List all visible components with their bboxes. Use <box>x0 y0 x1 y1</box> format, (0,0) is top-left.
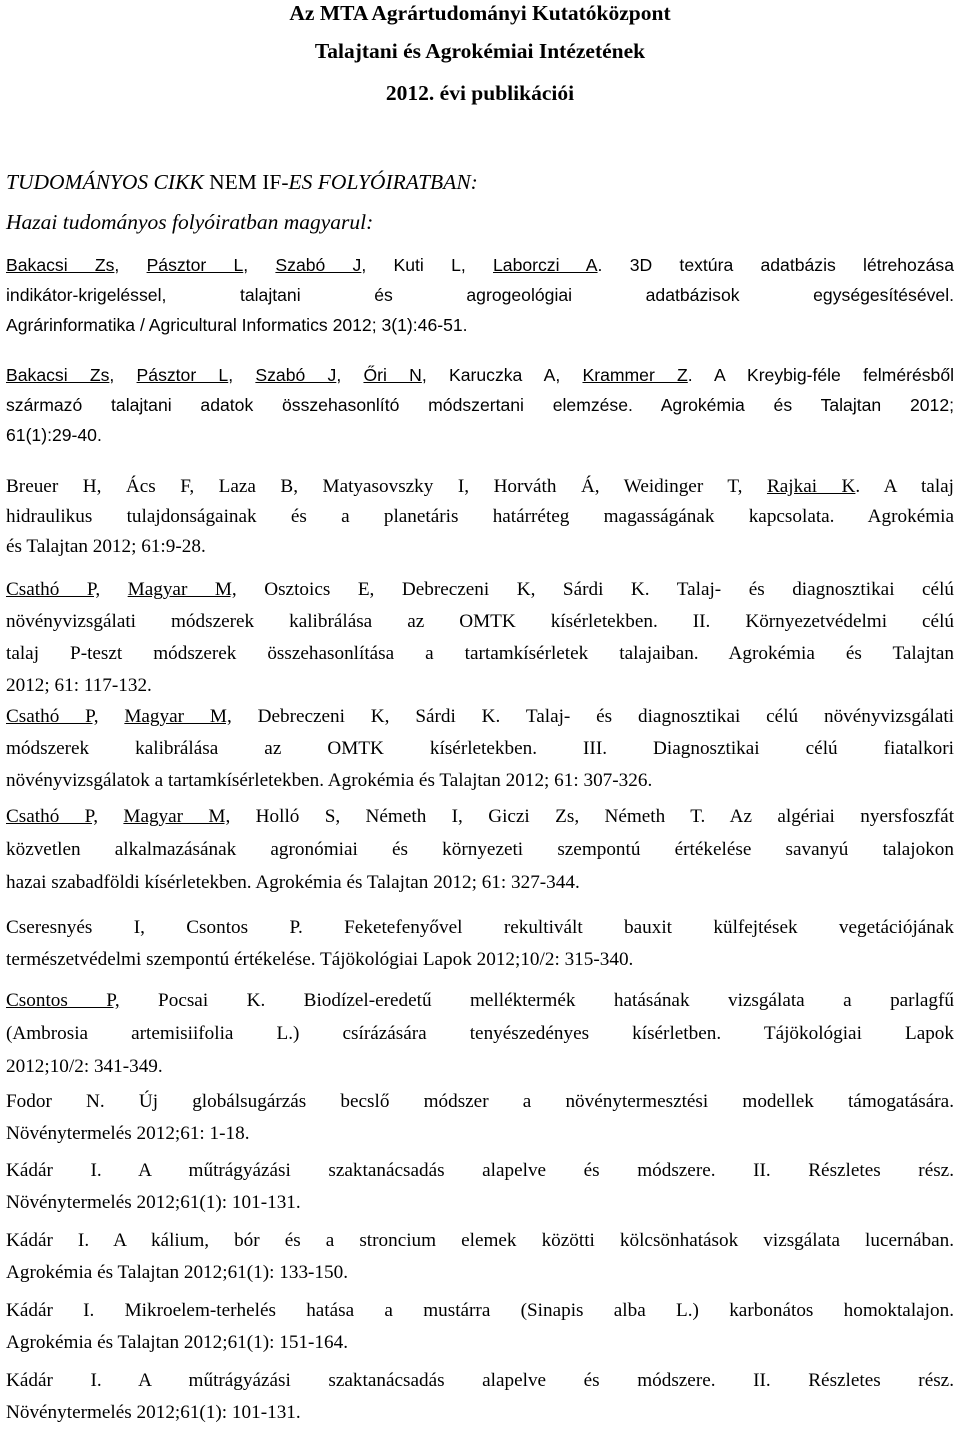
publication-entry <box>6 472 954 562</box>
entry-line <box>6 310 954 340</box>
entry-text: Kádár I. A kálium, bór és a stroncium elemek közötti kölcsönhatások vizsgálata lucernában. <box>6 1230 954 1251</box>
entry-line <box>6 912 954 944</box>
entry-text: , Karuczka A, <box>421 365 583 385</box>
publication-entry <box>6 574 954 702</box>
header-line-2: Talajtani és Agrokémiai Intézetének <box>314 39 646 63</box>
section-title <box>6 169 478 195</box>
entry-text: Kádár I. A műtrágyázási szaktanácsadás alapelve és módszere. II. Részletes rész. <box>6 1370 954 1391</box>
entry-line <box>6 1118 954 1150</box>
entry-text: Kádár I. Mikroelem-terhelés hatása a mustárra (Sinapis alba L.) karbonátos homoktalajon. <box>6 1300 954 1321</box>
entry-text: , <box>109 365 137 385</box>
entry-line <box>6 472 954 502</box>
header-line-3: 2012. évi publikációi <box>385 81 575 105</box>
entry-line <box>6 574 954 606</box>
entry-line <box>6 984 954 1017</box>
entry-text: Növénytermelés 2012;61: 1-18. <box>6 1123 250 1144</box>
entry-text: és Talajtan 2012; 61:9-28. <box>6 536 206 557</box>
institute-author-name: Krammer Z <box>582 365 688 385</box>
entry-text <box>100 579 128 600</box>
entry-line <box>6 1187 954 1219</box>
entry-text: , <box>243 255 276 275</box>
publication-entry <box>6 912 954 976</box>
entry-text: , Kuti L, <box>361 255 494 275</box>
entry-text: (Ambrosia artemisiifolia L.) csírázására tenyészedényes kísérletben. Tájökológiai Lapok <box>6 1023 954 1044</box>
entry-line <box>6 1397 954 1429</box>
entry-text: módszerek kalibrálása az OMTK kísérletekben. III. Diagnosztikai célú fiatalkori <box>6 738 954 759</box>
section-title-normal: NEM IF <box>203 170 282 194</box>
entry-line <box>6 532 954 562</box>
entry-line <box>6 1295 954 1327</box>
institute-author-name: Bakacsi Zs <box>6 365 110 385</box>
entry-line <box>6 360 954 390</box>
entry-line <box>6 606 954 638</box>
entry-line <box>6 701 954 733</box>
entry-text: , <box>114 255 147 275</box>
entry-text: hidraulikus tulajdonságainak és a planetáris határréteg magasságának kapcsolata. Agrokémia <box>6 506 954 527</box>
entry-line <box>6 1257 954 1289</box>
institute-author-name: Magyar M, <box>123 806 231 827</box>
entry-line <box>6 1327 954 1359</box>
publication-entry <box>6 800 954 899</box>
entry-text: , <box>336 365 364 385</box>
publication-entry <box>6 1155 954 1219</box>
entry-line <box>6 1050 954 1083</box>
publication-entry <box>6 250 954 340</box>
institute-author-name: Csathó P, <box>6 806 99 827</box>
section-title-italic-1: TUDOMÁNYOS CIKK <box>6 170 204 194</box>
section-subtitle: Hazai tudományos folyóiratban magyarul: <box>6 210 374 234</box>
publication-entry <box>6 360 954 450</box>
entry-line <box>6 390 954 420</box>
entry-text: Cseresnyés I, Csontos P. Feketefenyővel rekultivált bauxit külfejtések vegetációjának <box>6 917 954 938</box>
institute-author-name: Pásztor L <box>136 365 229 385</box>
entry-line <box>6 866 954 899</box>
entry-text: indikátor-krigeléssel, talajtani és agrogeológiai adatbázisok egységesítésével. <box>6 285 954 305</box>
entry-text: , <box>228 365 256 385</box>
entry-text: Pocsai K. Biodízel-eredetű melléktermék hatásának vizsgálata a parlagfű <box>119 990 954 1011</box>
entry-text: Breuer H, Ács F, Laza B, Matyasovszky I, Horváth Á, Weidinger T, <box>6 476 767 497</box>
institute-author-name: Rajkai K <box>766 476 856 497</box>
entry-text: Kádár I. A műtrágyázási szaktanácsadás alapelve és módszere. II. Részletes rész. <box>6 1160 954 1181</box>
entry-line <box>6 1017 954 1050</box>
institute-author-name: Őri N <box>363 365 422 385</box>
publication-entry <box>6 1365 954 1429</box>
institute-author-name: Bakacsi Zs <box>6 255 115 275</box>
entry-text: 2012; 61: 117-132. <box>6 675 152 696</box>
entry-text: növényvizsgálatok a tartamkísérletekben. Agrokémia és Talajtan 2012; 61: 307-326. <box>6 770 653 791</box>
publication-entry <box>6 701 954 797</box>
header-line-1: Az MTA Agrártudományi Kutatóközpont <box>289 1 671 25</box>
entry-text: hazai szabadföldi kísérletekben. Agrokémia és Talajtan 2012; 61: 327-344. <box>6 872 580 893</box>
institute-author-name: Magyar M, <box>124 706 232 727</box>
entry-text: . A talaj <box>855 476 954 497</box>
entry-text: természetvédelmi szempontú értékelése. Tájökológiai Lapok 2012;10/2: 315-340. <box>6 949 634 970</box>
entry-line <box>6 1155 954 1187</box>
publication-entry <box>6 984 954 1083</box>
entry-line <box>6 833 954 866</box>
institute-author-name: Csontos P, <box>6 990 120 1011</box>
entry-text: növényvizsgálati módszerek kalibrálása az OMTK kísérletekben. II. Környezetvédelmi célú <box>6 611 954 632</box>
entry-line <box>6 1086 954 1118</box>
entry-line <box>6 420 954 450</box>
entry-text: 2012;10/2: 341-349. <box>6 1056 163 1077</box>
institute-author-name: Csathó P, <box>6 706 99 727</box>
section-title-italic-2: -ES FOLYÓIRATBAN: <box>281 170 478 194</box>
entry-line <box>6 250 954 280</box>
entry-line <box>6 280 954 310</box>
entry-line <box>6 800 954 833</box>
entry-text: Agrokémia és Talajtan 2012;61(1): 151-164. <box>6 1332 349 1353</box>
entry-line <box>6 765 954 797</box>
entry-text: származó talajtani adatok összehasonlító módszertani elemzése. Agrokémia és Talajtan 2012; <box>6 395 954 415</box>
entry-line <box>6 733 954 765</box>
entry-text <box>98 806 123 827</box>
entry-text: Agrokémia és Talajtan 2012;61(1): 133-150. <box>6 1262 349 1283</box>
publication-entry <box>6 1225 954 1289</box>
entry-text: . A Kreybig-féle felmérésből <box>687 365 955 385</box>
entry-text: talaj P-teszt módszerek összehasonlítása a tartamkísérletek talajaiban. Agrokémia és Talajtan <box>6 643 954 664</box>
entry-text: Agrárinformatika / Agricultural Informatics 2012; 3(1):46-51. <box>6 315 468 335</box>
entry-text: Debreczeni K, Sárdi K. Talaj- és diagnosztikai célú növényvizsgálati <box>231 706 954 727</box>
entry-line <box>6 944 954 976</box>
entry-line <box>6 1365 954 1397</box>
entry-text: Fodor N. Új globálsugárzás becslő módszer a növénytermesztési modellek támogatására. <box>6 1091 954 1112</box>
entry-line <box>6 1225 954 1257</box>
institute-author-name: Magyar M, <box>127 579 237 600</box>
entry-line <box>6 670 954 702</box>
institute-author-name: Laborczi A <box>493 255 598 275</box>
entry-text: Holló S, Németh I, Giczi Zs, Németh T. Az algériai nyersfoszfát <box>230 806 955 827</box>
entry-text: 61(1):29-40. <box>6 425 102 445</box>
entry-text <box>99 706 125 727</box>
publication-entry <box>6 1295 954 1359</box>
institute-author-name: Szabó J <box>275 255 362 275</box>
entry-text: Növénytermelés 2012;61(1): 101-131. <box>6 1402 301 1423</box>
institute-author-name: Szabó J <box>255 365 337 385</box>
entry-text: Osztoics E, Debreczeni K, Sárdi K. Talaj- és diagnosztikai célú <box>236 579 954 600</box>
entry-text: . 3D textúra adatbázis létrehozása <box>597 255 955 275</box>
entry-line <box>6 638 954 670</box>
entry-text: közvetlen alkalmazásának agronómiai és környezeti szempontú értékelése savanyú talajokon <box>6 839 954 860</box>
institute-author-name: Pásztor L <box>146 255 244 275</box>
publication-entry <box>6 1086 954 1150</box>
entry-line <box>6 502 954 532</box>
entry-text: Növénytermelés 2012;61(1): 101-131. <box>6 1192 301 1213</box>
institute-author-name: Csathó P, <box>6 579 101 600</box>
